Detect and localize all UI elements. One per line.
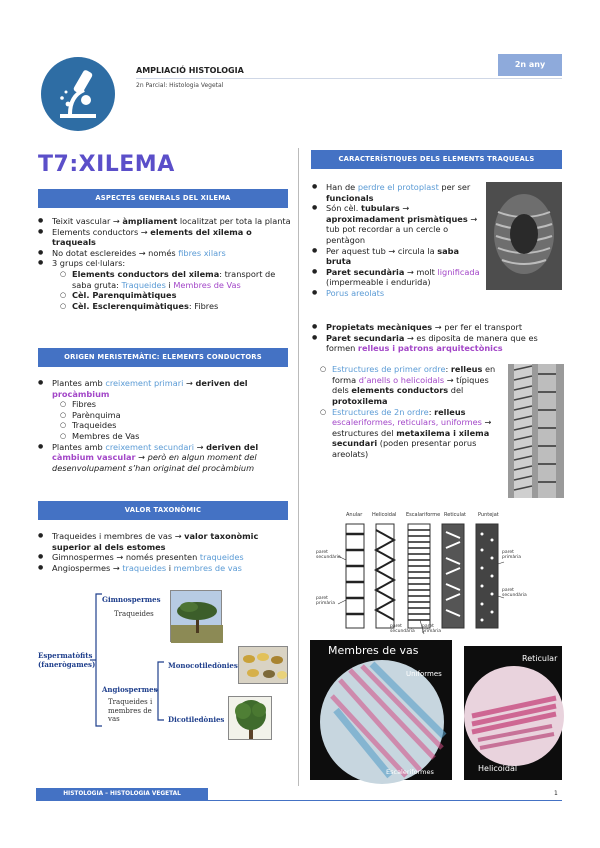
list-item: ● No dotat esclereides → només fibres xilars [38, 248, 292, 259]
sub-list-item: ○ Traqueides [52, 420, 292, 431]
taxonomy-diagram [38, 590, 292, 740]
column-divider [298, 148, 299, 786]
sub-list-item: ○ Elements conductors del xilema: transport de saba gruta: Traqueides i Membres de Vas [52, 269, 292, 290]
section-heading-origin: ORIGEN MERISTEMÀTIC: ELEMENTS CONDUCTORS [38, 348, 288, 367]
left-label-primary: paret primària [316, 596, 335, 606]
micrograph-label-uniformes: Uniformes [406, 670, 442, 678]
section-heading-characteristics: CARACTERÍSTIQUES DELS ELEMENTS TRAQUEALS [311, 150, 562, 169]
broadleaf-tree-icon [229, 697, 273, 741]
list-item: ● Propietats mecàniques → per fer el transport [312, 322, 562, 333]
micrograph-label-helicoidal: Helicoidal [478, 764, 518, 773]
page-number: 1 [554, 790, 558, 797]
col-label-escalariforme: Escalariforme [406, 512, 441, 518]
sub-list-item: ○ Cèl. Parenquimàtiques [52, 290, 292, 301]
label-espermatofits: Espermatòfits (fanerògames) [38, 651, 96, 669]
document-subtitle: 2n Parcial: Histologia Vegetal [136, 82, 224, 89]
seeds-icon [239, 647, 289, 685]
origin-list [38, 378, 292, 473]
vessel-members-micrograph [310, 640, 452, 780]
label-gimnospermes: Gimnospermes [102, 595, 161, 604]
protoxylem-photo [508, 364, 564, 498]
list-item: ● Paret secundaria → es diposita de manera que es formen relleus i patrons arquitectònics [312, 333, 562, 354]
sub-list-item: ○ Fibres [52, 399, 292, 410]
taxonomic-list [38, 531, 292, 573]
col-label-helicoidal: Helicoidal [372, 512, 397, 518]
bottom-label-primary: paret primària [422, 624, 441, 634]
micrograph-label-escaleriformes: Escaleriformes [386, 768, 434, 776]
right-label-primary: paret primària [502, 550, 521, 560]
sub-list-item: ○ Estructures de primer ordre: relleus en forma d’anells o helicoidals → típiques dels elements conductors del protoxilema [312, 364, 508, 406]
protoxylem-image [508, 364, 564, 498]
sub-list-item: ○ Estructures de 2n ordre: relleus escaleriformes, reticulars, uniformes → estructures del metaxilema i xilema secundari (poden presentar porus areolats) [312, 407, 508, 460]
characteristics-list-top [312, 182, 482, 299]
list-item: ● Són cèl. tubulars → aproximadament prismàtiques → tub pot recordar a un cercle o pentàgon [312, 203, 482, 245]
pine-tree-icon [171, 591, 223, 643]
year-badge: 2n any [498, 54, 562, 76]
list-item: ● Plantes amb creixement primari → deriven del procàmbium ○ Fibres ○ Parènquima ○ Traqueides ○ Membres de Vas [38, 378, 292, 442]
list-item: ● Elements conductors → elements del xilema o traqueals [38, 227, 292, 248]
bottom-label-secondary: paret secundària [390, 624, 415, 634]
microscope-logo-icon [40, 56, 116, 132]
label-gim-traqueides: Traqueides [114, 610, 154, 618]
list-item: ● 3 grups cel·lulars: ○ Elements conductors del xilema: transport de saba gruta: Traqueides i Membres de Vas ○ Cèl. Parenquimàtiques ○ Cèl. Esclerenquimàtiques: Fibres [38, 258, 292, 311]
vessel-members-image [310, 640, 452, 780]
list-item: ● Per aquest tub → circula la saba bruta [312, 246, 482, 267]
section-heading-general: ASPECTES GENERALS DEL XILEMA [38, 189, 288, 208]
document-title: AMPLIACIÓ HISTOLOGIA [136, 66, 244, 75]
col-label-anular: Anular [346, 512, 363, 518]
label-monocotiledonies: Monocotiledònies [168, 661, 238, 670]
characteristics-sublist [312, 343, 508, 460]
list-item: ● Traqueides i membres de vas → valor taxonòmic superior al dels estomes [38, 531, 292, 552]
list-item: ● Porus areolats [312, 288, 482, 299]
footer-divider [208, 800, 562, 801]
right-label-secondary: paret secundària [502, 588, 527, 598]
wall-thickening-diagram [316, 510, 527, 638]
col-label-puntejat: Puntejat [478, 512, 499, 518]
sub-list-item: ○ Parènquima [52, 410, 292, 421]
micrograph-title: Membres de vas [328, 644, 419, 657]
tracheid-sem-image [486, 182, 562, 290]
sub-container [312, 364, 508, 459]
monocot-seeds-photo [238, 646, 288, 684]
general-list [38, 216, 292, 311]
list-item: ● Teixit vascular → àmpliament localitzat per tota la planta [38, 216, 292, 227]
tracheid-sem-photo [486, 182, 562, 290]
list-item: ● Paret secundària → molt lignificada (impermeable i endurida) [312, 267, 482, 288]
list-item: ● Han de perdre el protoplast per ser funcionals [312, 182, 482, 203]
header-divider [136, 78, 562, 79]
pine-tree-photo [170, 590, 222, 642]
reticular-helical-image [464, 646, 562, 780]
dicot-tree-photo [228, 696, 272, 740]
page-title: T7:XILEMA [38, 152, 175, 177]
label-dicotiledonies: Dicotiledònies [168, 715, 225, 724]
col-label-reticulat: Reticulat [444, 512, 467, 518]
label-ang-traqueides: Traqueides i membres de vas [108, 698, 153, 723]
list-item: ● Angiospermes → traqueides i membres de vas [38, 563, 292, 574]
wall-thickening-svg [316, 510, 527, 638]
micrograph-label-reticular: Reticular [522, 654, 558, 663]
sub-list-item: ○ Cèl. Esclerenquimàtiques: Fibres [52, 301, 292, 312]
left-label-secondary: paret secundària [316, 550, 341, 560]
label-angiospermes: Angiospermes [102, 685, 158, 694]
section-heading-taxonomic: VALOR TAXONÒMIC [38, 501, 288, 520]
sub-list-item: ○ Membres de Vas [52, 431, 292, 442]
list-item: ● Gimnospermes → només presenten traqueides [38, 552, 292, 563]
footer-label: HISTOLOGIA – HISTOLOGIA VEGETAL [36, 788, 208, 801]
list-item: ● Plantes amb creixement secundari → deriven del càmbium vascular → però en algun moment del desenvolupament s’han originat del procàmbium [38, 442, 292, 474]
reticular-helical-micrograph [464, 646, 562, 780]
